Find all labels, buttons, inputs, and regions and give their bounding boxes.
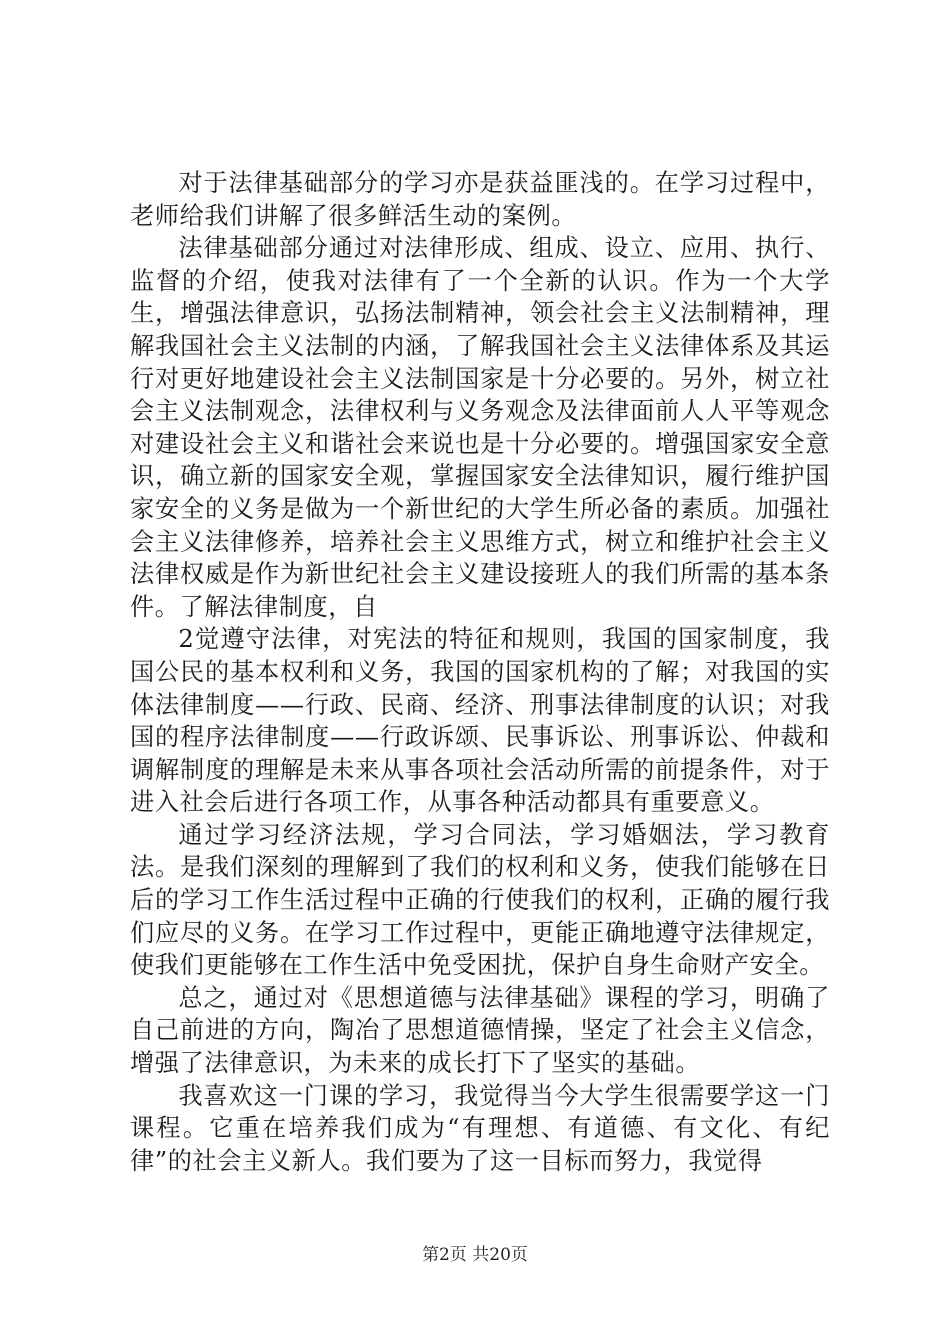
paragraph-1: 对于法律基础部分的学习亦是获益匪浅的。在学习过程中，老师给我们讲解了很多鲜活生动的案例。 [130,169,830,230]
paragraph-6: 我喜欢这一门课的学习，我觉得当今大学生很需要学这一门课程。它重在培养我们成为“有理想、有道德、有文化、有纪律”的社会主义新人。我们要为了这一目标而努力，我觉得 [130,1081,830,1175]
paragraph-4: 通过学习经济法规，学习合同法，学习婚姻法，学习教育法。是我们深刻的理解到了我们的权利和义务，使我们能够在日后的学习工作生活过程中正确的行使我们的权利，正确的履行我们应尽的义务。在学习工作过程中，更能正确地遵守法律规定，使我们更能够在工作生活中免受困扰，保护自身生命财产安全。 [130,820,830,980]
page-number-footer: 第2页 共20页 [422,1245,528,1265]
document-body [130,167,830,1177]
paragraph-5: 总之，通过对《思想道德与法律基础》课程的学习，明确了自己前进的方向，陶冶了思想道德情操，坚定了社会主义信念，增强了法律意识，为未来的成长打下了坚实的基础。 [130,983,830,1078]
paragraph-2: 法律基础部分通过对法律形成、组成、设立、应用、执行、监督的介绍，使我对法律有了一个全新的认识。作为一个大学生，增强法律意识，弘扬法制精神，领会社会主义法制精神，理解我国社会主义法制的内涵，了解我国社会主义法律体系及其运行对更好地建设社会主义法制国家是十分必要的。另外，树立社会主义法制观念，法律权利与义务观念及法律面前人人平等观念对建设社会主义和谐社会来说也是十分必要的。增强国家安全意识，确立新的国家安全观，掌握国家安全法律知识，履行维护国家安全的义务是做为一个新世纪的大学生所必备的素质。加强社会主义法律修养，培养社会主义思维方式，树立和维护社会主义法律权威是作为新世纪社会主义建设接班人的我们所需的基本条件。了解法律制度，自 [130,234,830,621]
paragraph-3: 2觉遵守法律，对宪法的特征和规则，我国的国家制度，我国公民的基本权利和义务，我国的国家机构的了解；对我国的实体法律制度——行政、民商、经济、刑事法律制度的认识；对我国的程序法律制度——行政诉颂、民事诉讼、刑事诉讼、仲裁和调解制度的理解是未来从事各项社会活动所需的前提条件，对于进入社会后进行各项工作，从事各种活动都具有重要意义。 [130,625,830,817]
